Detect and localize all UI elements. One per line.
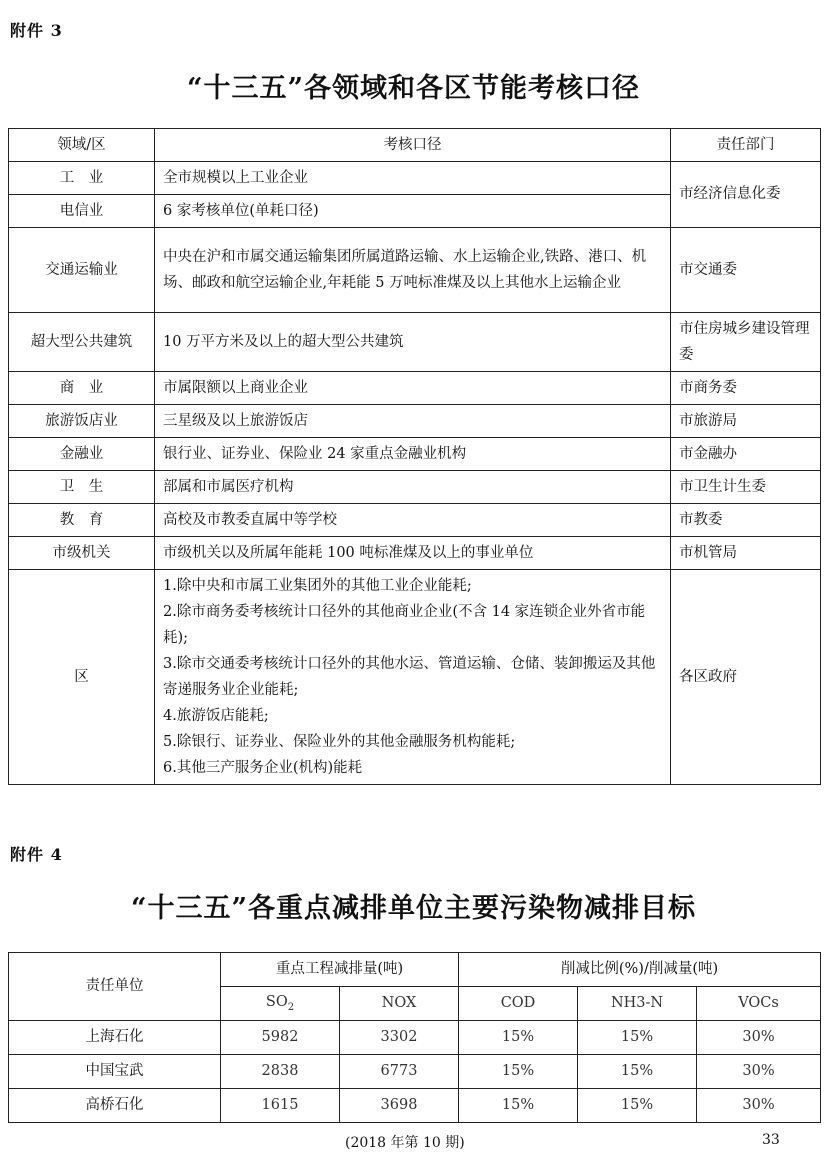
district-item: 1.除中央和市属工业集团外的其他工业企业能耗;	[163, 578, 472, 594]
district-item: 5.除银行、证券业、保险业外的其他金融服务机构能耗;	[163, 734, 516, 750]
scope-cell: 市级机关以及所属年能耗 100 吨标准煤及以上的事业单位	[155, 537, 671, 570]
nox-cell: 3302	[340, 1021, 459, 1055]
area-cell: 商 业	[9, 372, 155, 405]
header-cod: COD	[459, 987, 578, 1021]
nox-cell: 6773	[340, 1055, 459, 1089]
table-row	[9, 1055, 821, 1089]
cod-cell: 15%	[459, 1021, 578, 1055]
area-cell: 教 育	[9, 504, 155, 537]
issue-number: (2018 年第 10 期)	[345, 1135, 465, 1151]
header-nh3n: NH3-N	[578, 987, 697, 1021]
area-cell: 旅游饭店业	[9, 405, 155, 438]
table-row	[9, 405, 821, 438]
dept-cell: 市金融办	[671, 438, 821, 471]
header-vocs: VOCs	[697, 987, 821, 1021]
header-reduction-ratio: 削减比例(%)/削减量(吨)	[459, 953, 821, 987]
header-scope: 考核口径	[155, 129, 671, 162]
header-so2: $SO_2$	[221, 987, 340, 1021]
header-nox: NOX	[340, 987, 459, 1021]
header-project-reduction: 重点工程减排量(吨)	[221, 953, 459, 987]
scope-cell: 6 家考核单位(单耗口径)	[155, 195, 671, 228]
scope-cell: 部属和市属医疗机构	[155, 471, 671, 504]
vocs-cell: 30%	[697, 1021, 821, 1055]
area-cell: 卫 生	[9, 471, 155, 504]
area-cell: 工 业	[9, 162, 155, 195]
area-cell: 超大型公共建筑	[9, 313, 155, 372]
dept-cell: 市机管局	[671, 537, 821, 570]
scope-cell: 三星级及以上旅游饭店	[155, 405, 671, 438]
dept-cell: 市卫生计生委	[671, 471, 821, 504]
scope-cell: 全市规模以上工业企业	[155, 162, 671, 195]
district-item: 2.除市商务委考核统计口径外的其他商业企业(不含 14 家连锁企业外省市能耗);	[163, 604, 646, 646]
so2-cell: 2838	[221, 1055, 340, 1089]
area-cell: 金融业	[9, 438, 155, 471]
so2-cell: 1615	[221, 1089, 340, 1123]
table-row	[9, 162, 821, 195]
table-row	[9, 228, 821, 313]
scope-cell: 10 万平方米及以上的超大型公共建筑	[155, 313, 671, 372]
annex4-title: “十三五”各重点减排单位主要污染物减排目标	[130, 893, 697, 924]
dept-cell: 市商务委	[671, 372, 821, 405]
nh3n-cell: 15%	[578, 1089, 697, 1123]
annex3-label: 附件 3	[10, 21, 63, 40]
dept-cell: 各区政府	[671, 570, 821, 785]
unit-cell: 上海石化	[9, 1021, 221, 1055]
energy-assessment-table	[8, 128, 821, 785]
emission-reduction-table	[8, 952, 821, 1123]
district-item: 4.旅游饭店能耗;	[163, 708, 269, 724]
table-row	[9, 1021, 821, 1055]
district-item: 6.其他三产服务企业(机构)能耗	[163, 760, 363, 776]
table-row-district	[9, 570, 821, 785]
area-cell: 区	[9, 570, 155, 785]
annex4-label: 附件 4	[10, 845, 63, 864]
header-area: 领域/区	[9, 129, 155, 162]
district-scope-cell	[155, 570, 671, 785]
dept-cell: 市教委	[671, 504, 821, 537]
area-cell: 电信业	[9, 195, 155, 228]
header-dept: 责任部门	[671, 129, 821, 162]
dept-cell: 市住房城乡建设管理委	[671, 313, 821, 372]
table-row	[9, 1089, 821, 1123]
nox-cell: 3698	[340, 1089, 459, 1123]
area-cell: 市级机关	[9, 537, 155, 570]
cod-cell: 15%	[459, 1055, 578, 1089]
vocs-cell: 30%	[697, 1089, 821, 1123]
table-row	[9, 537, 821, 570]
unit-cell: 高桥石化	[9, 1089, 221, 1123]
area-cell: 交通运输业	[9, 228, 155, 313]
dept-cell: 市经济信息化委	[671, 162, 821, 228]
cod-cell: 15%	[459, 1089, 578, 1123]
district-item: 3.除市交通委考核统计口径外的其他水运、管道运输、仓储、装卸搬运及其他寄递服务业企业能耗;	[163, 656, 656, 698]
vocs-cell: 30%	[697, 1055, 821, 1089]
header-unit: 责任单位	[9, 953, 221, 1021]
scope-cell: 中央在沪和市属交通运输集团所属道路运输、水上运输企业,铁路、港口、机场、邮政和航空运输企业,年耗能 5 万吨标准煤及以上其他水上运输企业	[155, 228, 671, 313]
annex3-title: “十三五”各领域和各区节能考核口径	[186, 73, 641, 104]
table-header-row	[9, 953, 821, 987]
scope-cell: 高校及市教委直属中等学校	[155, 504, 671, 537]
so2-cell: 5982	[221, 1021, 340, 1055]
dept-cell: 市旅游局	[671, 405, 821, 438]
table-row	[9, 372, 821, 405]
table-row	[9, 438, 821, 471]
scope-cell: 市属限额以上商业企业	[155, 372, 671, 405]
dept-cell: 市交通委	[671, 228, 821, 313]
nh3n-cell: 15%	[578, 1021, 697, 1055]
table-row	[9, 313, 821, 372]
table-header-row	[9, 129, 821, 162]
nh3n-cell: 15%	[578, 1055, 697, 1089]
table-row	[9, 504, 821, 537]
page-number: 33	[762, 1132, 780, 1148]
table-row	[9, 471, 821, 504]
scope-cell: 银行业、证券业、保险业 24 家重点金融业机构	[155, 438, 671, 471]
unit-cell: 中国宝武	[9, 1055, 221, 1089]
